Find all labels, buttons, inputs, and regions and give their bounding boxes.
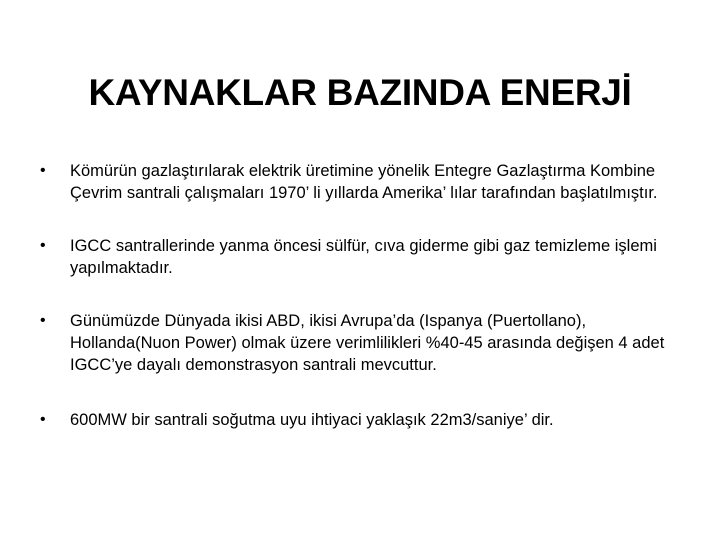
- slide-title: KAYNAKLAR BAZINDA ENERJİ: [88, 71, 632, 113]
- bullet-item: [40, 160, 690, 204]
- bullet-item: [40, 409, 690, 431]
- bullet-item: [40, 310, 690, 376]
- bullet-list: [40, 160, 690, 431]
- bullet-text: Kömürün gazlaştırılarak elektrik üretimine yönelik Entegre Gazlaştırma Kombine Çevrim santrali çalışmaları 1970’ li yıllarda Amerika’ lılar tarafından başlatılmıştır.: [70, 162, 658, 202]
- bullet-text: 600MW bir santrali soğutma uyu ihtiyaci yaklaşık 22m3/saniye’ dir.: [70, 411, 554, 429]
- bullet-dot-icon: •: [40, 312, 46, 329]
- bullet-text: IGCC santrallerinde yanma öncesi sülfür, cıva giderme gibi gaz temizleme işlemi yapılmaktadır.: [70, 237, 657, 277]
- bullet-text: Günümüzde Dünyada ikisi ABD, ikisi Avrupa’da (Ispanya (Puertollano), Hollanda(Nuon Power) olmak üzere verimlilikleri %40-45 arasında değişen 4 adet IGCC’ye dayalı demonstrasyon santrali mevcuttur.: [70, 312, 665, 374]
- bullet-dot-icon: •: [40, 162, 46, 179]
- bullet-dot-icon: •: [40, 237, 46, 254]
- bullet-item: [40, 235, 690, 279]
- bullet-dot-icon: •: [40, 411, 46, 428]
